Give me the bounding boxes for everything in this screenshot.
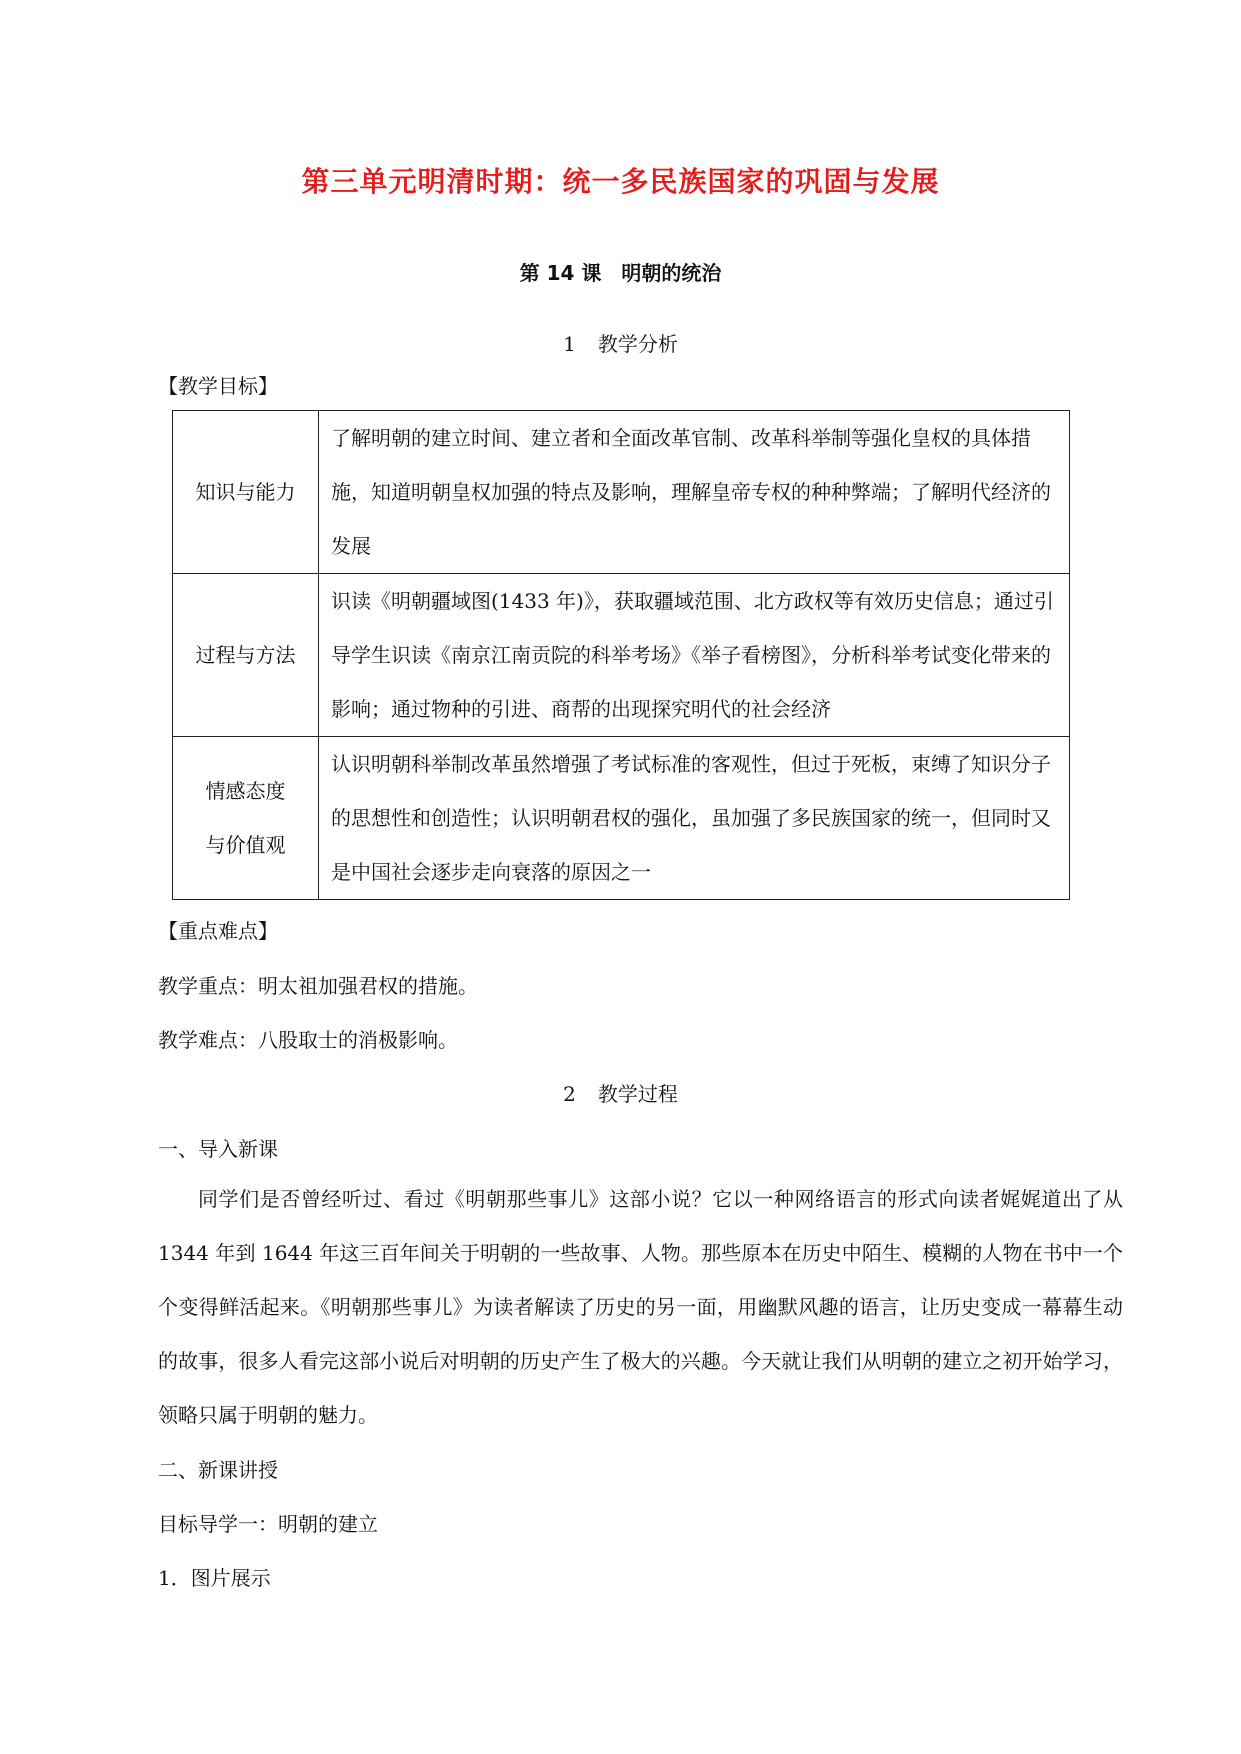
part1-heading: 一、导入新课 [158,1137,278,1161]
section-label: 教学过程 [597,1082,678,1106]
difficult-point: 教学难点：八股取士的消极影响。 [158,1028,458,1052]
section-heading-analysis [0,328,1241,357]
table-row [173,411,1070,574]
row-content: 识读《明朝疆域图(1433 年)》，获取疆域范围、北方政权等有效历史信息；通过引导学生识读《南京江南贡院的科举考场》《举子看榜图》，分析科举考试变化带来的影响；通过物种的引进、商帮的出现探究明代的社会经济 [319,574,1070,737]
key-points-heading: 【重点难点】 [158,919,278,943]
row-label [173,737,319,900]
key-point: 教学重点：明太祖加强君权的措施。 [158,974,478,998]
row-label: 知识与能力 [173,411,319,574]
section-label: 教学分析 [597,332,678,356]
table-row [173,574,1070,737]
row-label: 过程与方法 [173,574,319,737]
row-label-line: 与价值观 [205,833,286,857]
unit-title: 第三单元明清时期：统一多民族国家的巩固与发展 [301,165,940,198]
section-heading-process [0,1078,1241,1107]
section-number: 1 [563,332,576,356]
section-number: 2 [563,1082,576,1106]
intro-paragraph: 同学们是否曾经听过、看过《明朝那些事儿》这部小说？它以一种网络语言的形式向读者娓娓道出了从 1344 年到 1644 年这三百年间关于明朝的一些故事、人物。那些原本在历史中陌生、模糊的人物在书中一个个变得鲜活起来。《明朝那些事儿》为读者解读了历史的另一面，用幽默风趣的语言，让历史变成一幕幕生动的故事，很多人看完这部小说后对明朝的历史产生了极大的兴趣。今天就让我们从明朝的建立之初开始学习，领略只属于明朝的魅力。 [158,1187,1123,1427]
objectives-heading: 【教学目标】 [158,374,278,398]
lesson-title: 第 14 课 明朝的统治 [519,261,722,285]
list-item: 1．图片展示 [158,1566,271,1590]
row-content: 认识明朝科举制改革虽然增强了考试标准的客观性，但过于死板，束缚了知识分子的思想性和创造性；认识明朝君权的强化，虽加强了多民族国家的统一，但同时又是中国社会逐步走向衰落的原因之一 [319,737,1070,900]
objectives-table [172,410,1070,900]
row-content: 了解明朝的建立时间、建立者和全面改革官制、改革科举制等强化皇权的具体措施，知道明朝皇权加强的特点及影响，理解皇帝专权的种种弊端；了解明代经济的发展 [319,411,1070,574]
row-label-line: 情感态度 [205,779,286,803]
part2-heading: 二、新课讲授 [158,1458,278,1482]
goal1-heading: 目标导学一：明朝的建立 [158,1512,378,1536]
table-row [173,737,1070,900]
